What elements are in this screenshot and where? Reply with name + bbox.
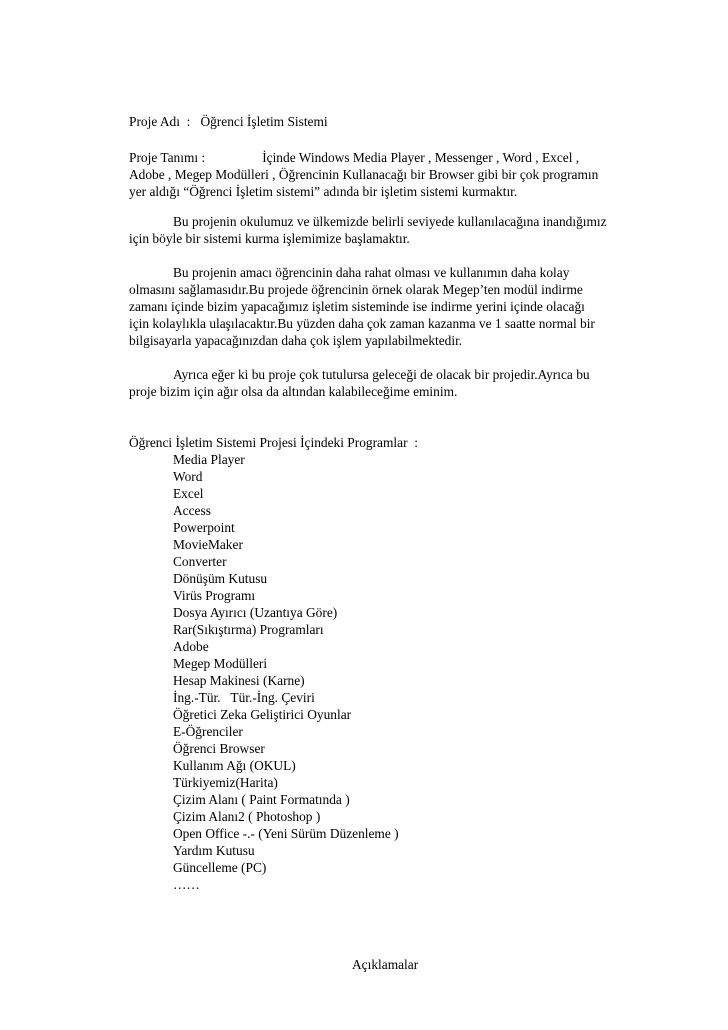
program-item: Rar(Sıkıştırma) Programları (173, 622, 324, 637)
project-name-label: Proje Adı : (129, 114, 191, 129)
program-item: Excel (173, 486, 204, 501)
paragraph3-line-2: proje bizim için ağır olsa da altından kalabileceğime eminim. (129, 384, 458, 399)
program-item: Converter (173, 554, 227, 569)
definition-label: Proje Tanımı : (129, 150, 206, 165)
program-item: Yardım Kutusu (173, 843, 255, 858)
program-item: MovieMaker (173, 537, 243, 552)
project-name-value: Öğrenci İşletim Sistemi (200, 114, 328, 129)
paragraph2-line-5: bilgisayarla yapacağınızdan daha çok işlem yapılabilmektedir. (129, 333, 463, 348)
program-item: Kullanım Ağı (OKUL) (173, 758, 296, 773)
program-item: E-Öğrenciler (173, 724, 243, 739)
paragraph2-line-1: Bu projenin amacı öğrencinin daha rahat olması ve kullanımın daha kolay (173, 265, 570, 280)
paragraph2-line-3: zamanı içinde bizim yapacağımız işletim sisteminde ise indirme yerini içinde olacağı (129, 299, 585, 314)
program-item: Word (173, 469, 203, 484)
program-item: Open Office -.- (Yeni Sürüm Düzenleme ) (173, 826, 399, 841)
program-item: Dönüşüm Kutusu (173, 571, 268, 586)
program-item: Türkiyemiz(Harita) (173, 775, 278, 790)
program-item: Çizim Alanı ( Paint Formatında ) (173, 792, 350, 807)
paragraph1-line-1: Bu projenin okulumuz ve ülkemizde belirli seviyede kullanılacağına inandığımız (173, 214, 607, 229)
program-item: Powerpoint (173, 520, 235, 535)
program-item: Megep Modülleri (173, 656, 268, 671)
program-item: Dosya Ayırıcı (Uzantıya Göre) (173, 605, 338, 620)
program-item: Çizim Alanı2 ( Photoshop ) (173, 809, 321, 824)
program-item: Adobe (173, 639, 209, 654)
program-item: Öğretici Zeka Geliştirici Oyunlar (173, 707, 352, 722)
program-item: İng.-Tür. Tür.-İng. Çeviri (173, 690, 315, 705)
definition-line-3: yer aldığı “Öğrenci İşletim sistemi” adında bir işletim sistemi kurmaktır. (129, 184, 518, 199)
definition-text-1: İçinde Windows Media Player , Messenger , Word , Excel , (262, 150, 580, 165)
program-item: Access (173, 503, 211, 518)
project-name-line (129, 113, 328, 130)
definition-line-1 (129, 149, 579, 166)
program-item: Hesap Makinesi (Karne) (173, 673, 305, 688)
program-item: Virüs Programı (173, 588, 256, 603)
paragraph1-line-2: için böyle bir sistemi kurma işlemimize başlamaktır. (129, 231, 410, 246)
paragraph2-line-4: için kolaylıkla ulaşılacaktır.Bu yüzden daha çok zaman kazanma ve 1 saatte normal bir (129, 316, 595, 331)
program-item: Öğrenci Browser (173, 741, 265, 756)
program-item: Güncelleme (PC) (173, 860, 267, 875)
programs-heading: Öğrenci İşletim Sistemi Projesi İçindeki Programlar : (129, 435, 418, 450)
program-item: Media Player (173, 452, 245, 467)
program-item: …… (173, 877, 200, 892)
paragraph3-line-1: Ayrıca eğer ki bu proje çok tutulursa geleceği de olacak bir projedir.Ayrıca bu (173, 367, 590, 382)
footer-caption: Açıklamalar (352, 957, 419, 972)
definition-line-2: Adobe , Megep Modülleri , Öğrencinin Kullanacağı bir Browser gibi bir çok programın (129, 167, 599, 182)
paragraph2-line-2: olmasını sağlamasıdır.Bu projede öğrencinin örnek olarak Megep’ten modül indirme (129, 282, 583, 297)
